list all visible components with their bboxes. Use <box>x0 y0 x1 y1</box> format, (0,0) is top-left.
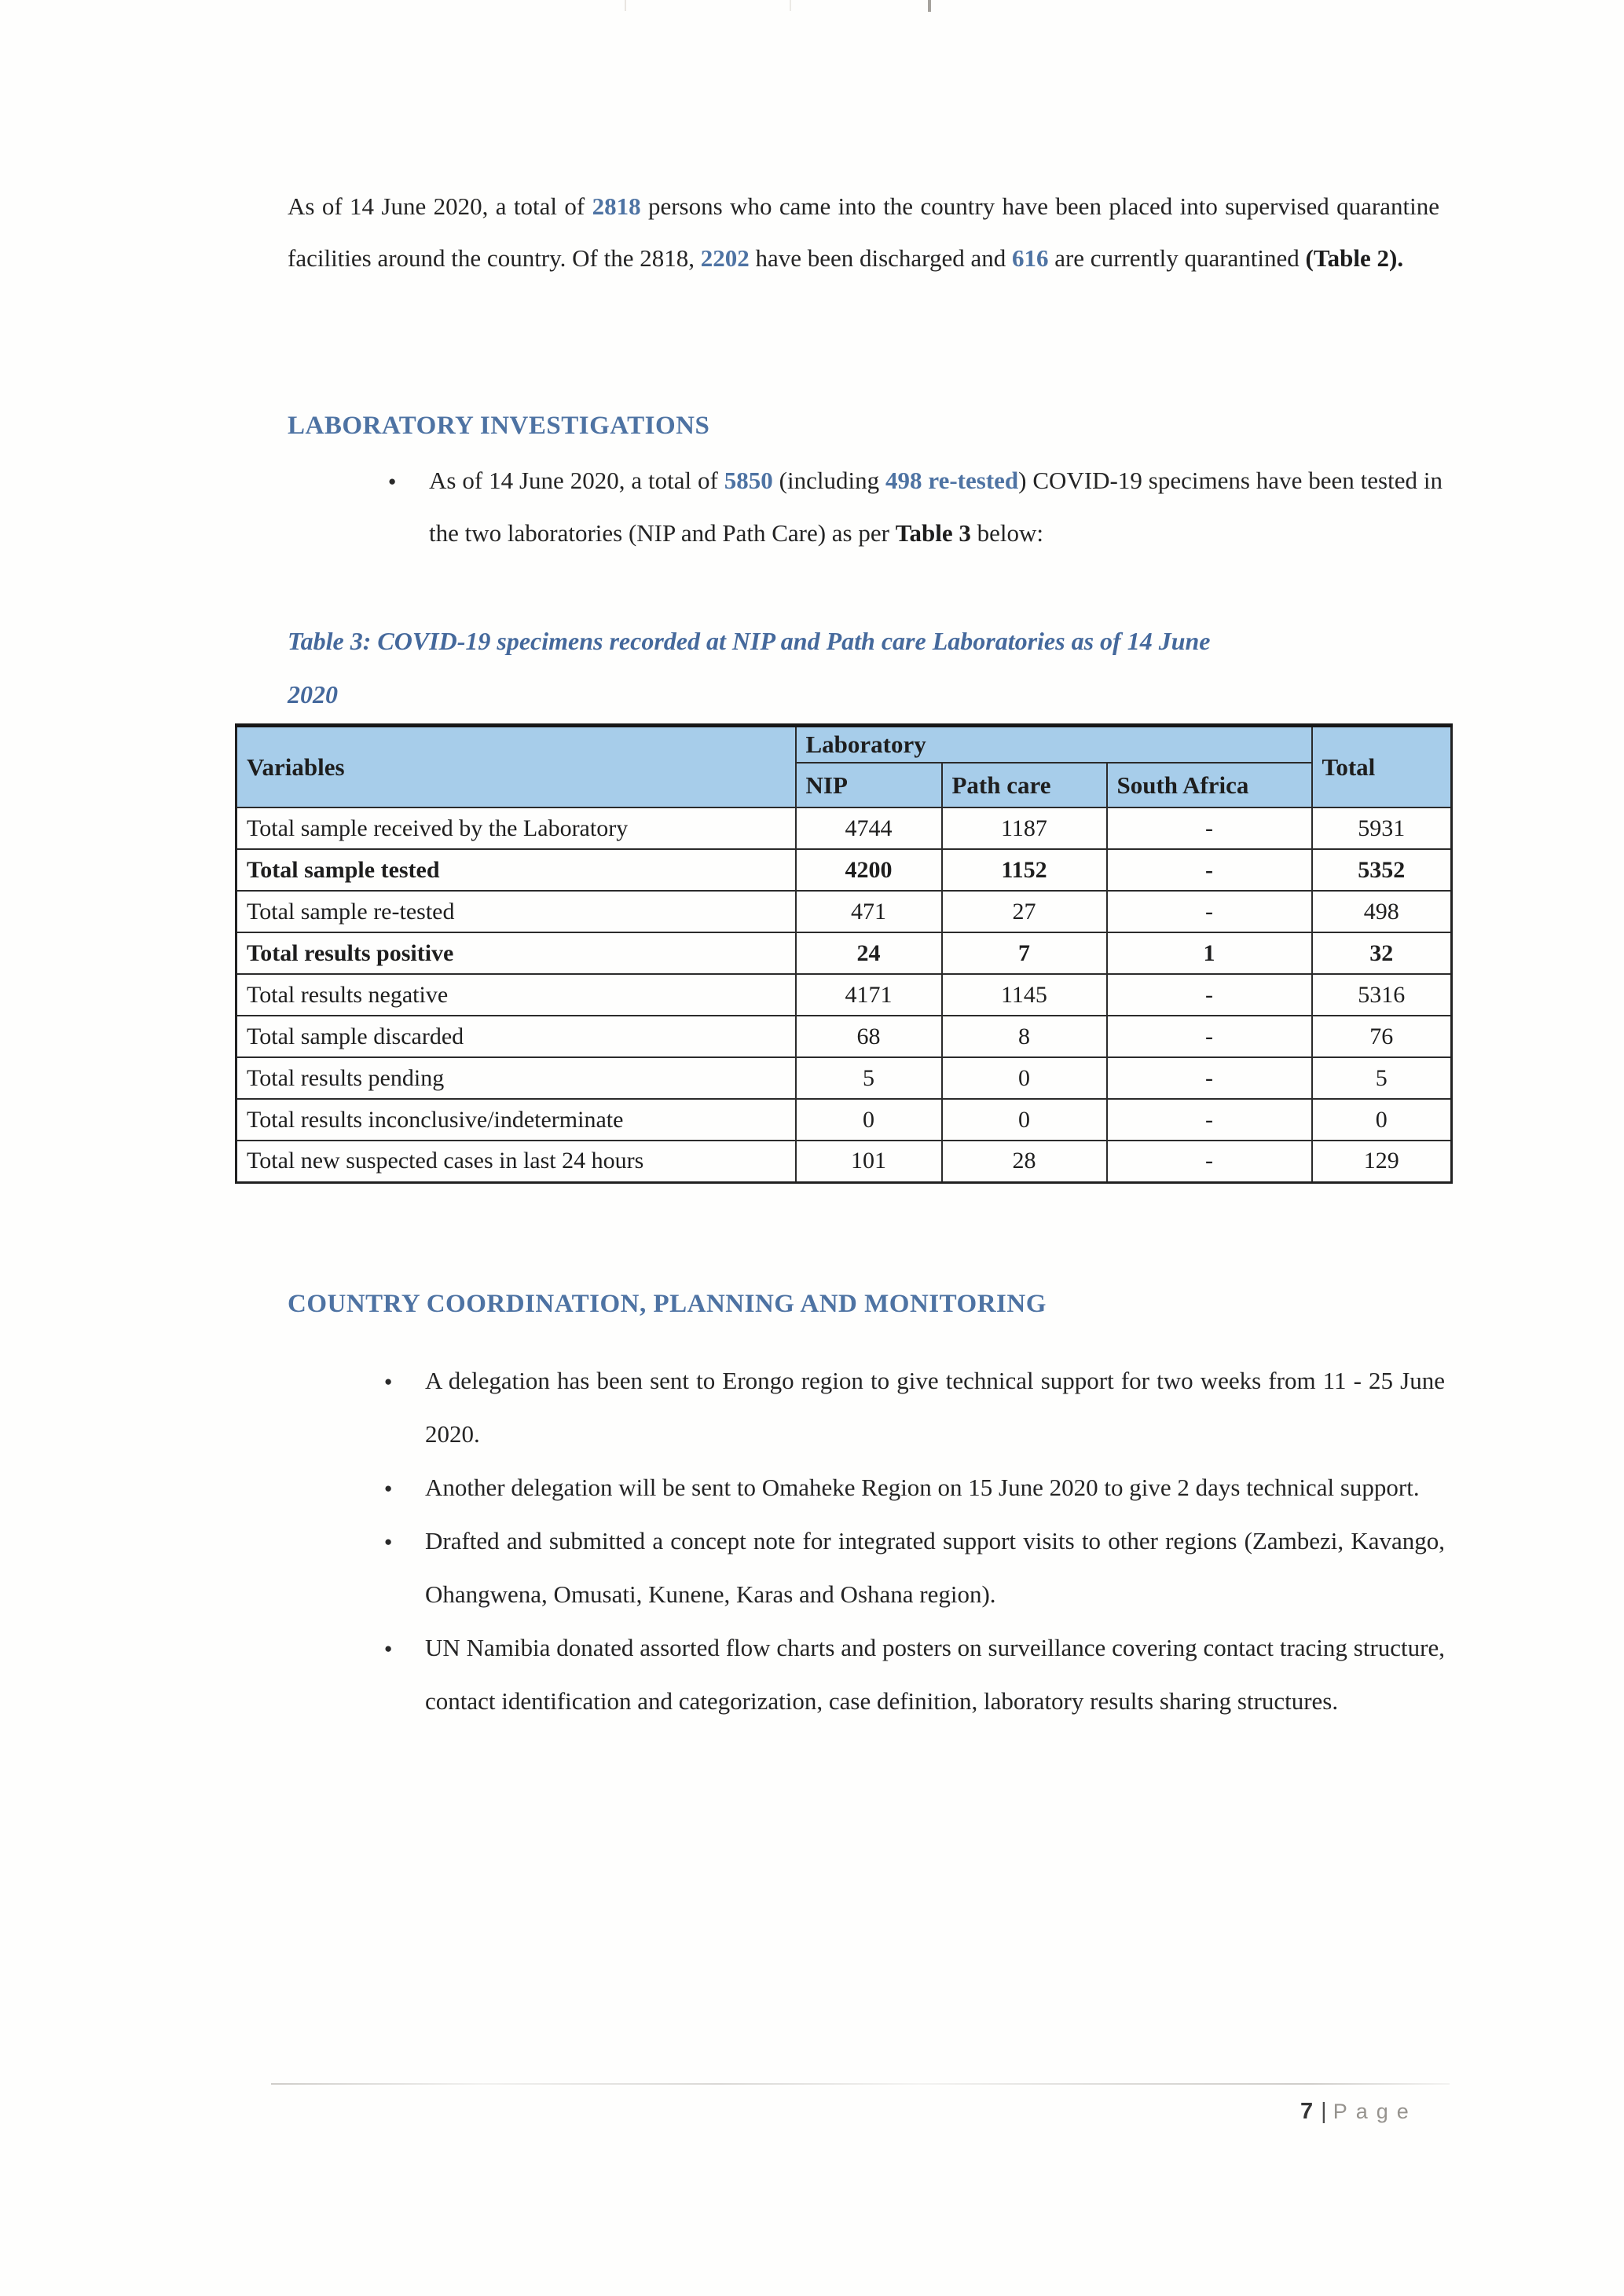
table-cell: - <box>1107 1057 1312 1099</box>
bullet-item <box>383 1514 1445 1621</box>
table-cell: Total results pending <box>236 1057 796 1099</box>
table-row <box>236 1016 1452 1057</box>
table-cell: 68 <box>796 1016 942 1057</box>
bullet-item <box>383 1461 1445 1514</box>
column-header-total: Total <box>1312 726 1452 808</box>
table-row <box>236 974 1452 1016</box>
table-cell: Total results inconclusive/indeterminate <box>236 1099 796 1141</box>
table-cell: - <box>1107 891 1312 932</box>
table-cell: 1145 <box>942 974 1107 1016</box>
text-segment: A delegation has been sent to Erongo region to give technical support for two weeks from 11 - 25 June 2020. <box>425 1367 1445 1448</box>
table-cell: 0 <box>1312 1099 1452 1141</box>
table3-header <box>236 726 1452 808</box>
table-cell: 498 <box>1312 891 1452 932</box>
table-cell: - <box>1107 1099 1312 1141</box>
table-cell: 5316 <box>1312 974 1452 1016</box>
table-cell: 32 <box>1312 932 1452 974</box>
page-number: 7 <box>1300 2099 1314 2124</box>
table-cell: - <box>1107 807 1312 849</box>
table-cell: 4200 <box>796 849 942 891</box>
column-header-laboratory: Laboratory <box>796 726 1312 764</box>
table3-caption-line2: 2020 <box>288 680 338 709</box>
table-row <box>236 932 1452 974</box>
bullet-icon: ● <box>388 474 397 489</box>
table-cell: 0 <box>942 1099 1107 1141</box>
text-segment: 5850 <box>724 467 773 494</box>
column-header-variables: Variables <box>236 726 796 808</box>
table-cell: 0 <box>942 1057 1107 1099</box>
scan-artifact-box <box>625 0 791 11</box>
bullet-icon: ● <box>384 1641 393 1656</box>
intro-paragraph <box>288 181 1439 284</box>
table-row <box>236 849 1452 891</box>
column-header-path-care: Path care <box>942 763 1107 807</box>
table-cell: Total results positive <box>236 932 796 974</box>
table3-caption <box>288 614 1450 721</box>
table-cell: 4744 <box>796 807 942 849</box>
table-row <box>236 1057 1452 1099</box>
table-cell: 8 <box>942 1016 1107 1057</box>
table-cell: Total sample tested <box>236 849 796 891</box>
table-row <box>236 1099 1452 1141</box>
bullet-icon: ● <box>384 1481 393 1496</box>
table-cell: 28 <box>942 1141 1107 1182</box>
footer-page-word: Page <box>1333 2100 1417 2123</box>
text-segment: (Table 2). <box>1305 244 1404 272</box>
text-segment: 498 re-tested <box>885 467 1019 494</box>
lab-bullet-list <box>387 454 1443 559</box>
table-cell: 129 <box>1312 1141 1452 1182</box>
table-cell: 5352 <box>1312 849 1452 891</box>
footer-rule <box>271 2083 1450 2085</box>
table-header-row <box>236 726 1452 764</box>
table3-caption-line1: Table 3: COVID-19 specimens recorded at NIP and Path care Laboratories as of 14 June <box>288 627 1211 655</box>
text-segment: As of 14 June 2020, a total of <box>429 467 724 494</box>
table-cell: 101 <box>796 1141 942 1182</box>
table-cell: - <box>1107 1016 1312 1057</box>
text-segment: (including <box>772 467 885 494</box>
bullet-text <box>425 1514 1445 1621</box>
table-cell: Total sample re-tested <box>236 891 796 932</box>
bullet-icon: ● <box>384 1534 393 1549</box>
table-row <box>236 891 1452 932</box>
bullet-text <box>425 1354 1445 1461</box>
table-cell: Total sample discarded <box>236 1016 796 1057</box>
table-cell: 1187 <box>942 807 1107 849</box>
text-segment: are currently quarantined <box>1048 244 1306 272</box>
text-segment: Another delegation will be sent to Omaheke Region on 15 June 2020 to give 2 days technical support. <box>425 1474 1420 1501</box>
table-cell: 27 <box>942 891 1107 932</box>
scan-artifact-tick <box>928 0 931 12</box>
table-cell: - <box>1107 849 1312 891</box>
table-cell: Total sample received by the Laboratory <box>236 807 796 849</box>
table3 <box>235 723 1453 1184</box>
bullet-item <box>387 454 1443 559</box>
page-footer <box>1300 2099 1417 2125</box>
text-segment: Drafted and submitted a concept note for integrated support visits to other regions (Zambezi, Kavango, Ohangwena, Omusati, Kunene, Karas and Oshana region). <box>425 1527 1445 1608</box>
table-cell: 24 <box>796 932 942 974</box>
text-segment: Table 3 <box>895 519 971 547</box>
coordination-section-heading: COUNTRY COORDINATION, PLANNING AND MONITORING <box>288 1290 1047 1318</box>
table-row <box>236 807 1452 849</box>
text-segment: persons who came into the country have been placed into supervised quarantine facilities around the country. Of the 2818, <box>288 192 1439 272</box>
table-cell: Total results negative <box>236 974 796 1016</box>
table-cell: - <box>1107 1141 1312 1182</box>
text-segment: 2202 <box>700 244 750 272</box>
table-cell: 7 <box>942 932 1107 974</box>
bullet-icon: ● <box>384 1374 393 1389</box>
table3-body <box>236 807 1452 1182</box>
table-cell: 0 <box>796 1099 942 1141</box>
coordination-bullet-list <box>383 1354 1445 1728</box>
table-cell: 5 <box>1312 1057 1452 1099</box>
table-cell: - <box>1107 974 1312 1016</box>
text-segment: UN Namibia donated assorted flow charts and posters on surveillance covering contact tracing structure, contact identification and categorization, case definition, laboratory results sharing structures. <box>425 1634 1445 1715</box>
column-header-nip: NIP <box>796 763 942 807</box>
lab-section-heading: LABORATORY INVESTIGATIONS <box>288 412 710 440</box>
text-segment: have been discharged and <box>749 244 1012 272</box>
bullet-text <box>429 454 1443 559</box>
table-cell: Total new suspected cases in last 24 hours <box>236 1141 796 1182</box>
table-cell: 471 <box>796 891 942 932</box>
column-header-south-africa: South Africa <box>1107 763 1312 807</box>
table-cell: 1152 <box>942 849 1107 891</box>
text-segment: 2818 <box>592 192 641 220</box>
table-cell: 1 <box>1107 932 1312 974</box>
bullet-text <box>425 1621 1445 1728</box>
bullet-text <box>425 1461 1445 1514</box>
text-segment: 616 <box>1011 244 1049 272</box>
footer-separator: | <box>1321 2099 1327 2124</box>
text-segment: ) COVID-19 specimens have been tested in the two laboratories (NIP and Path Care) as per <box>429 467 1443 547</box>
table-cell: 4171 <box>796 974 942 1016</box>
table-cell: 76 <box>1312 1016 1452 1057</box>
text-segment: below: <box>970 519 1044 547</box>
bullet-item <box>383 1621 1445 1728</box>
table-row <box>236 1141 1452 1182</box>
text-segment: As of 14 June 2020, a total of <box>288 192 592 220</box>
table-cell: 5931 <box>1312 807 1452 849</box>
bullet-item <box>383 1354 1445 1461</box>
table-cell: 5 <box>796 1057 942 1099</box>
